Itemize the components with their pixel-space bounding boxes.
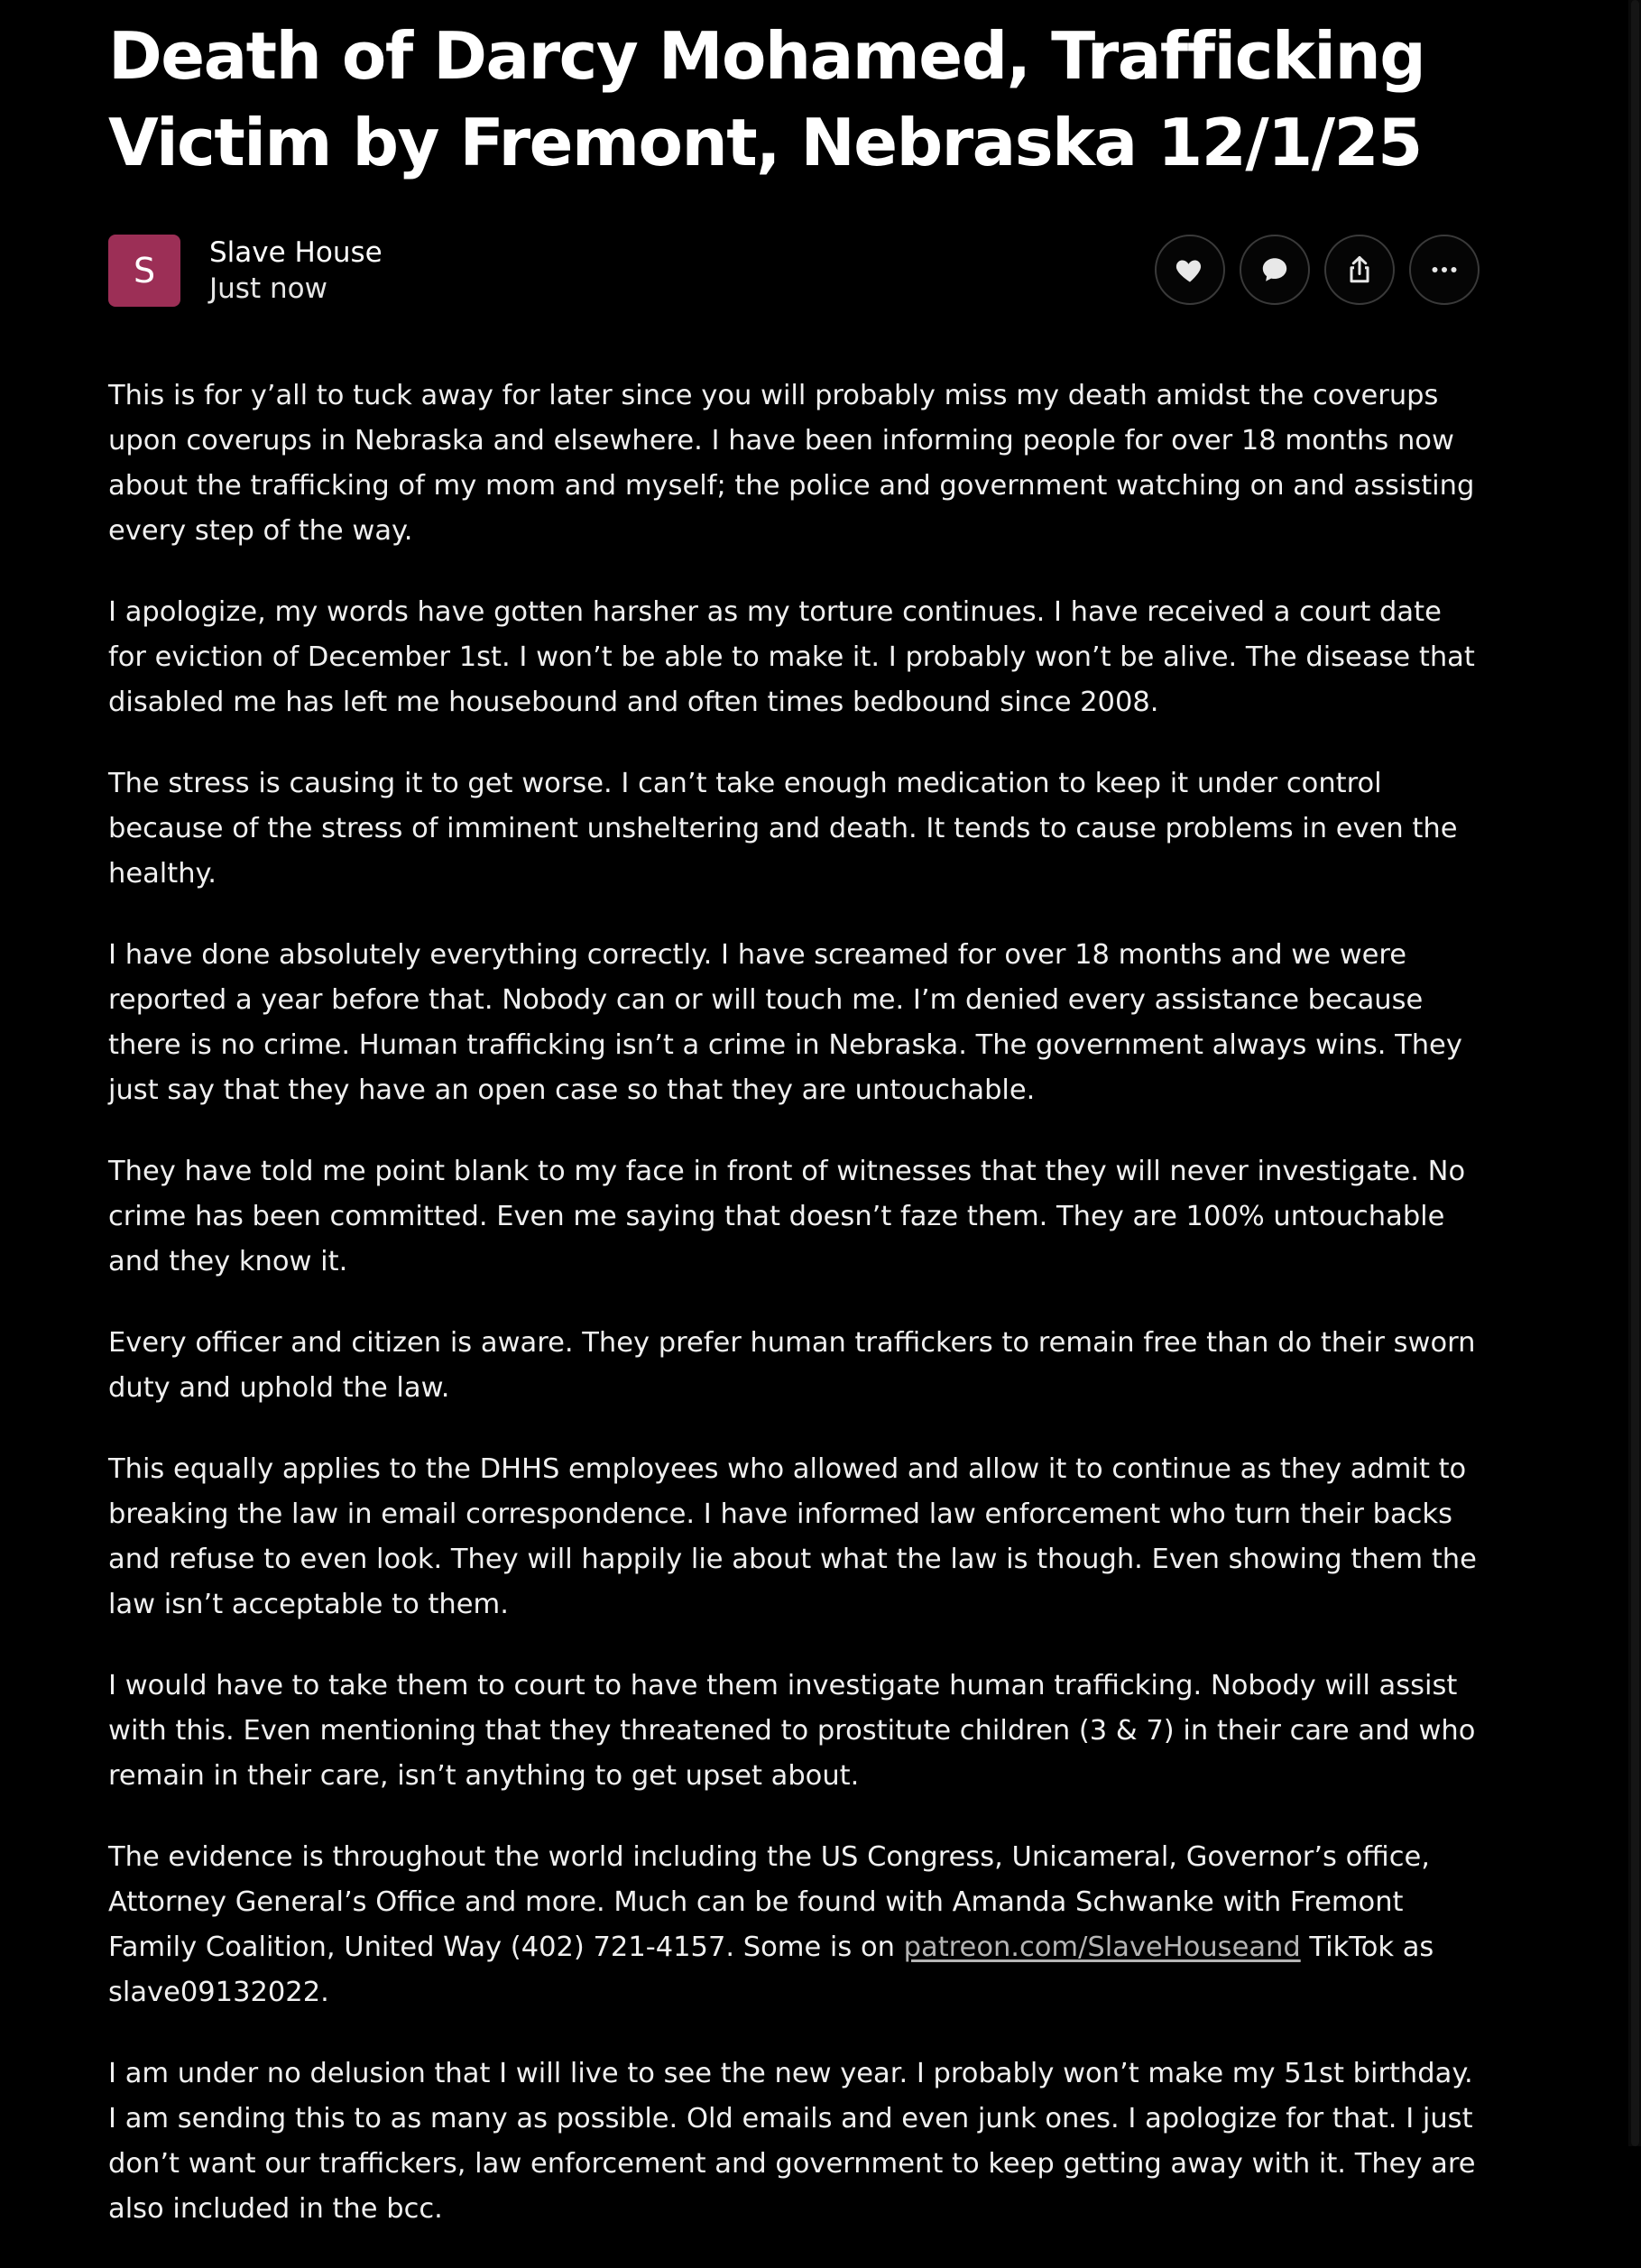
author-avatar[interactable]: S <box>108 235 180 307</box>
share-button[interactable] <box>1324 235 1395 305</box>
article-paragraph: The stress is causing it to get worse. I can’t take enough medication to keep it under control because of the stress of imminent unsheltering and death. It tends to cause problems in even the healthy. <box>108 768 1458 890</box>
evidence-paragraph <box>108 1835 1480 2015</box>
more-button[interactable] <box>1409 235 1480 305</box>
comment-button[interactable] <box>1240 235 1310 305</box>
more-icon <box>1428 254 1461 286</box>
patreon-link[interactable]: patreon.com/SlaveHouseand <box>903 1931 1301 1963</box>
scrollbar-thumb[interactable] <box>1631 0 1639 2146</box>
author-meta <box>209 235 383 307</box>
article-paragraph: This is for y’all to tuck away for later since you will probably miss my death amidst the coverups upon coverups in Nebraska and elsewhere. I have been informing people for over 18 months now about the trafficking of my mom and myself; the police and government watching on and assisting every step of the way. <box>108 380 1475 547</box>
article-paragraph: I have done absolutely everything correctly. I have screamed for over 18 months and we were reported a year before that. Nobody can or will touch me. I’m denied every assistance because there is no crime. Human trafficking isn’t a crime in Nebraska. The government always wins. They just say that they have an open case so that they are untouchable. <box>108 939 1462 1106</box>
post-time: Just now <box>209 272 327 305</box>
article <box>108 0 1480 2268</box>
post-actions <box>1155 235 1480 305</box>
article-paragraph: They have told me point blank to my face in front of witnesses that they will never investigate. No crime has been committed. Even me saying that doesn’t faze them. They are 100% untouchable and they know it. <box>108 1156 1466 1277</box>
share-icon <box>1343 254 1376 286</box>
article-paragraph: I apologize, my words have gotten harsher as my torture continues. I have received a court date for eviction of December 1st. I won’t be able to make it. I probably won’t be alive. The disease that disabled me has left me housebound and often times bedbound since 2008. <box>108 596 1475 718</box>
author-name[interactable]: Slave House <box>209 236 383 269</box>
article-paragraph: I would have to take them to court to have them investigate human trafficking. Nobody will assist with this. Even mentioning that they threatened to prostitute children (3 & 7) in their care and who remain in their care, isn’t anything to get upset about. <box>108 1670 1476 1792</box>
article-title: Death of Darcy Mohamed, Trafficking Victim by Fremont, Nebraska 12/1/25 <box>108 18 1425 180</box>
comment-icon <box>1258 254 1291 286</box>
article-body <box>108 373 1480 2232</box>
scrollbar-track[interactable] <box>1628 0 1641 2146</box>
byline <box>108 235 1480 307</box>
article-paragraph: Every officer and citizen is aware. They prefer human traffickers to remain free than do their sworn duty and uphold the law. <box>108 1327 1476 1404</box>
closing-paragraph: I am under no delusion that I will live to see the new year. I probably won’t make my 51st birthday. I am sending this to as many as possible. Old emails and even junk ones. I apologize for that. I just don’t want our traffickers, law enforcement and government to keep getting away with it. They are also included in the bcc. <box>108 2058 1476 2225</box>
evidence-text-after-link: TikTok as slave09132022. <box>108 1931 1434 2008</box>
evidence-text-before-link: The evidence is throughout the world including the US Congress, Unicameral, Governor’s office, Attorney General’s Office and more. Much can be found with Amanda Schwanke with Fremont Family Coalition, United Way (402) 721-4157. Some is on <box>108 1841 1430 1963</box>
article-paragraph: This equally applies to the DHHS employees who allowed and allow it to continue as they admit to breaking the law in email correspondence. I have informed law enforcement who turn their backs and refuse to even look. They will happily lie about what the law is though. Even showing them the law isn’t acceptable to them. <box>108 1453 1477 1620</box>
heart-icon <box>1174 254 1206 286</box>
like-button[interactable] <box>1155 235 1225 305</box>
